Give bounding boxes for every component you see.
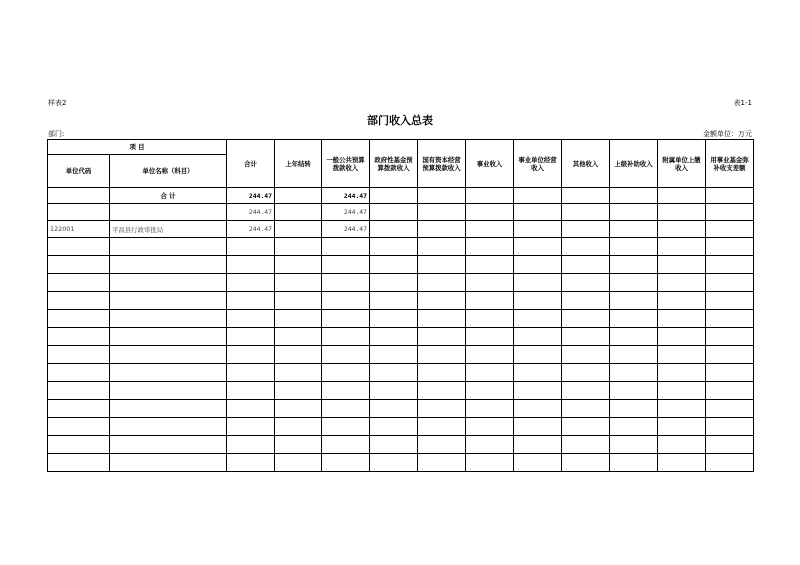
table-cell: [562, 364, 610, 382]
table-cell: [562, 328, 610, 346]
table-body: [48, 188, 754, 472]
table-cell: [466, 238, 514, 256]
table-cell: [48, 274, 110, 292]
table-cell: [658, 292, 706, 310]
table-cell: [48, 256, 110, 274]
table-cell: [322, 256, 370, 274]
table-cell: [610, 328, 658, 346]
table-cell: [227, 238, 275, 256]
table-cell: [370, 292, 418, 310]
table-cell: [706, 238, 754, 256]
table-cell: [227, 436, 275, 454]
table-cell: [227, 328, 275, 346]
table-cell: [706, 292, 754, 310]
table-cell: [658, 310, 706, 328]
table-cell: [370, 274, 418, 292]
empty-row: [48, 328, 754, 346]
table-cell: [562, 400, 610, 418]
table-cell: [275, 418, 322, 436]
page-title: 部门收入总表: [367, 114, 433, 127]
table-cell: [610, 310, 658, 328]
table-cell: [110, 256, 227, 274]
table-cell: [418, 364, 466, 382]
table-cell: [110, 238, 227, 256]
amount-unit-label: 金额单位：万元: [703, 130, 752, 138]
table-cell: [706, 328, 754, 346]
empty-row: [48, 382, 754, 400]
table-cell: [322, 310, 370, 328]
table-cell: [227, 274, 275, 292]
table-cell: [562, 274, 610, 292]
cell-unit-code: [48, 204, 110, 221]
table-cell: [610, 292, 658, 310]
table-cell: [562, 346, 610, 364]
table-cell: [370, 328, 418, 346]
table-cell: [562, 256, 610, 274]
table-cell: [514, 346, 562, 364]
table-cell: [275, 256, 322, 274]
table-cell: [706, 436, 754, 454]
table-cell: [706, 400, 754, 418]
table-cell: [227, 454, 275, 472]
table-cell: [418, 256, 466, 274]
header-unit-code: 单位代码: [48, 155, 110, 188]
table-cell: [418, 188, 466, 204]
cell-total: 244.47: [227, 221, 275, 238]
header-carryover: 上年结转: [275, 140, 322, 188]
table-cell: [227, 382, 275, 400]
table-cell: [418, 238, 466, 256]
table-cell: [610, 418, 658, 436]
table-cell: [514, 328, 562, 346]
table-cell: [48, 238, 110, 256]
table-cell: [514, 310, 562, 328]
table-cell: [370, 364, 418, 382]
empty-row: [48, 364, 754, 382]
table-cell: [706, 454, 754, 472]
table-cell: [562, 204, 610, 221]
department-label: 部门:: [48, 130, 65, 138]
table-cell: [514, 204, 562, 221]
empty-row: [48, 310, 754, 328]
table-cell: [466, 256, 514, 274]
table-cell: [706, 274, 754, 292]
table-cell: [275, 328, 322, 346]
header-business-unit-income: 事业单位经营收入: [514, 140, 562, 188]
table-cell: [514, 418, 562, 436]
table-cell: [322, 364, 370, 382]
cell-total: 244.47: [227, 188, 275, 204]
cell-unit-name: 合 计: [110, 188, 227, 204]
header-project: 项 目: [48, 140, 227, 155]
table-cell: [706, 221, 754, 238]
table-cell: [466, 454, 514, 472]
table-cell: [610, 382, 658, 400]
table-cell: [48, 418, 110, 436]
table-cell: [706, 256, 754, 274]
table-cell: [370, 346, 418, 364]
table-cell: [227, 364, 275, 382]
cell-total: 244.47: [227, 204, 275, 221]
table-cell: [610, 274, 658, 292]
table-cell: [370, 436, 418, 454]
table-cell: [48, 436, 110, 454]
table-cell: [322, 238, 370, 256]
table-cell: [562, 188, 610, 204]
table-cell: [418, 418, 466, 436]
table-cell: [322, 292, 370, 310]
table-cell: [275, 274, 322, 292]
table-cell: [466, 364, 514, 382]
table-row: [48, 221, 754, 238]
table-cell: [48, 328, 110, 346]
header-other-income: 其他收入: [562, 140, 610, 188]
table-cell: [610, 204, 658, 221]
table-cell: [275, 436, 322, 454]
table-cell: [466, 418, 514, 436]
table-cell: [610, 238, 658, 256]
table-cell: [514, 188, 562, 204]
empty-row: [48, 418, 754, 436]
table-cell: [418, 400, 466, 418]
table-cell: [514, 436, 562, 454]
table-cell: [514, 400, 562, 418]
table-cell: [322, 382, 370, 400]
empty-row: [48, 436, 754, 454]
table-cell: [322, 454, 370, 472]
table-cell: [370, 221, 418, 238]
table-cell: [110, 436, 227, 454]
cell-general-budget: 244.47: [322, 204, 370, 221]
table-cell: [658, 454, 706, 472]
table-cell: [466, 274, 514, 292]
table-cell: [562, 292, 610, 310]
empty-row: [48, 292, 754, 310]
table-cell: [658, 436, 706, 454]
table-cell: [562, 310, 610, 328]
table-cell: [658, 418, 706, 436]
empty-row: [48, 256, 754, 274]
cell-carryover: [275, 204, 322, 221]
table-cell: [48, 346, 110, 364]
table-row: [48, 188, 754, 204]
empty-row: [48, 454, 754, 472]
income-summary-table: [47, 139, 754, 472]
table-cell: [514, 221, 562, 238]
table-cell: [370, 418, 418, 436]
cell-unit-name: 平昌县行政审批局: [110, 221, 227, 238]
header-row-1: [48, 140, 754, 155]
table-cell: [227, 256, 275, 274]
table-cell: [514, 238, 562, 256]
table-cell: [418, 346, 466, 364]
header-total: 合计: [227, 140, 275, 188]
header-business-income: 事业收入: [466, 140, 514, 188]
table-cell: [227, 418, 275, 436]
empty-row: [48, 346, 754, 364]
table-cell: [418, 382, 466, 400]
empty-row: [48, 400, 754, 418]
empty-row: [48, 238, 754, 256]
table-cell: [322, 346, 370, 364]
table-cell: [562, 418, 610, 436]
table-cell: [418, 204, 466, 221]
table-cell: [610, 256, 658, 274]
table-cell: [418, 328, 466, 346]
table-cell: [110, 292, 227, 310]
table-cell: [562, 238, 610, 256]
table-cell: [110, 364, 227, 382]
table-cell: [110, 454, 227, 472]
table-cell: [706, 310, 754, 328]
table-cell: [706, 346, 754, 364]
table-row: [48, 204, 754, 221]
table-cell: [110, 310, 227, 328]
table-cell: [466, 400, 514, 418]
table-cell: [370, 204, 418, 221]
table-cell: [48, 364, 110, 382]
table-cell: [514, 256, 562, 274]
cell-carryover: [275, 221, 322, 238]
table-cell: [466, 382, 514, 400]
table-cell: [610, 346, 658, 364]
table-cell: [562, 221, 610, 238]
table-number: 表1-1: [733, 99, 752, 107]
cell-general-budget: 244.47: [322, 188, 370, 204]
table-cell: [322, 436, 370, 454]
table-cell: [110, 382, 227, 400]
table-cell: [322, 274, 370, 292]
table-cell: [48, 454, 110, 472]
table-cell: [48, 382, 110, 400]
table-cell: [110, 346, 227, 364]
table-cell: [706, 364, 754, 382]
table-cell: [610, 436, 658, 454]
table-cell: [706, 418, 754, 436]
table-cell: [370, 256, 418, 274]
table-cell: [514, 274, 562, 292]
table-cell: [322, 328, 370, 346]
table-cell: [658, 256, 706, 274]
table-cell: [466, 436, 514, 454]
table-cell: [466, 292, 514, 310]
table-cell: [110, 400, 227, 418]
table-cell: [48, 400, 110, 418]
table-cell: [466, 204, 514, 221]
table-cell: [466, 221, 514, 238]
table-cell: [610, 188, 658, 204]
table-cell: [658, 204, 706, 221]
table-cell: [610, 400, 658, 418]
cell-carryover: [275, 188, 322, 204]
table-cell: [418, 221, 466, 238]
table-cell: [418, 292, 466, 310]
header-unit-name: 单位名称（科目）: [110, 155, 227, 188]
table-cell: [275, 346, 322, 364]
table-cell: [418, 310, 466, 328]
table-cell: [658, 400, 706, 418]
table-cell: [48, 292, 110, 310]
table-cell: [227, 346, 275, 364]
table-cell: [514, 292, 562, 310]
table-cell: [370, 188, 418, 204]
table-cell: [48, 310, 110, 328]
header-gov-fund: 政府性基金预算拨款收入: [370, 140, 418, 188]
table-cell: [466, 328, 514, 346]
header-superior-subsidy: 上级补助收入: [610, 140, 658, 188]
table-cell: [514, 454, 562, 472]
table-cell: [610, 221, 658, 238]
table-cell: [370, 454, 418, 472]
header-state-capital: 国有资本经营预算拨款收入: [418, 140, 466, 188]
table-cell: [706, 204, 754, 221]
table-cell: [658, 382, 706, 400]
table-cell: [275, 364, 322, 382]
table-cell: [418, 454, 466, 472]
table-cell: [370, 238, 418, 256]
table-cell: [658, 221, 706, 238]
cell-unit-code: [48, 188, 110, 204]
table-cell: [370, 382, 418, 400]
table-cell: [418, 274, 466, 292]
table-cell: [658, 346, 706, 364]
table-cell: [514, 382, 562, 400]
table-cell: [370, 400, 418, 418]
table-cell: [658, 328, 706, 346]
empty-row: [48, 274, 754, 292]
header-affiliated-income: 附属单位上缴收入: [658, 140, 706, 188]
table-cell: [275, 382, 322, 400]
table-cell: [227, 292, 275, 310]
table-cell: [658, 274, 706, 292]
table-cell: [658, 238, 706, 256]
table-cell: [275, 310, 322, 328]
table-cell: [227, 400, 275, 418]
table-cell: [466, 310, 514, 328]
table-cell: [322, 400, 370, 418]
table-cell: [706, 382, 754, 400]
header-fund-balance: 用事业基金弥补收支差额: [706, 140, 754, 188]
table-cell: [562, 454, 610, 472]
cell-general-budget: 244.47: [322, 221, 370, 238]
table-cell: [275, 238, 322, 256]
sample-number: 样表2: [48, 99, 67, 107]
table-cell: [227, 310, 275, 328]
table-cell: [610, 454, 658, 472]
table-cell: [466, 188, 514, 204]
table-cell: [275, 454, 322, 472]
table-cell: [275, 292, 322, 310]
table-cell: [514, 364, 562, 382]
cell-unit-name: [110, 204, 227, 221]
table-cell: [610, 364, 658, 382]
table-cell: [658, 364, 706, 382]
table-cell: [658, 188, 706, 204]
table-cell: [706, 188, 754, 204]
table-cell: [110, 274, 227, 292]
table-cell: [370, 310, 418, 328]
table-cell: [418, 436, 466, 454]
header-general-budget: 一般公共预算拨款收入: [322, 140, 370, 188]
table-cell: [466, 346, 514, 364]
table-cell: [110, 418, 227, 436]
table-cell: [110, 328, 227, 346]
cell-unit-code: 122001: [48, 221, 110, 238]
table-cell: [275, 400, 322, 418]
table-cell: [322, 418, 370, 436]
table-cell: [562, 382, 610, 400]
table-cell: [562, 436, 610, 454]
